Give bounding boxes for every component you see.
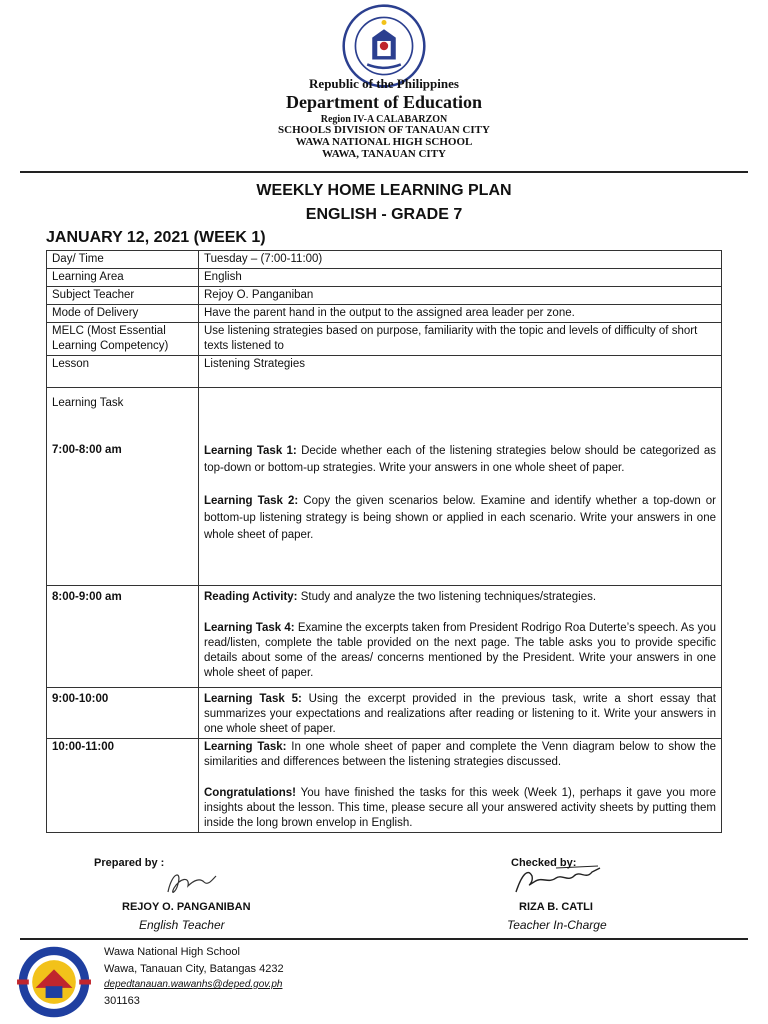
prepared-by-label: Prepared by : <box>94 857 165 869</box>
task-lead: Learning Task 4: <box>204 622 295 634</box>
footer-school-name: Wawa National High School <box>104 946 240 958</box>
row-label: MELC (Most Essential Learning Competency) <box>47 323 199 356</box>
checked-signature <box>512 862 604 898</box>
prepared-signature <box>160 866 220 900</box>
row-label: Mode of Delivery <box>47 305 199 323</box>
table-row <box>47 356 722 388</box>
date-heading: JANUARY 12, 2021 (WEEK 1) <box>46 229 266 246</box>
footer-school-id: 301163 <box>104 995 140 1007</box>
header-divider <box>20 171 748 173</box>
time-slot: 9:00-10:00 <box>47 688 199 739</box>
task-text: Examine the excerpts taken from President Rodrigo Roa Duterte’s speech. As you read/listen, complete the table provided on the next page. The table asks you to provide specific details about some of the areas/ concerns mentioned by the President. Write your answers in one whole sheet of paper. <box>204 622 716 679</box>
table-row <box>47 388 722 586</box>
table-row <box>47 323 722 356</box>
plan-title: WEEKLY HOME LEARNING PLAN <box>256 182 512 199</box>
time-slot: 10:00-11:00 <box>47 739 199 833</box>
task-lead: Congratulations! <box>204 787 296 799</box>
task-paragraph <box>204 740 716 770</box>
subject-title: ENGLISH - GRADE 7 <box>305 206 463 223</box>
prepared-role: English Teacher <box>139 918 225 932</box>
department-heading: Department of Education <box>286 92 482 112</box>
footer-email-link[interactable]: depedtanauan.wawanhs@deped.gov.ph <box>104 979 283 990</box>
row-label: Learning Area <box>47 269 199 287</box>
checked-name: RIZA B. CATLI <box>519 901 593 913</box>
footer-address: Wawa, Tanauan City, Batangas 4232 <box>104 963 284 975</box>
task-text: You have finished the tasks for this week (Week 1), perhaps it gave you more insights about the lesson. This time, please secure all your answered activity sheets by putting them inside the long brown envelop in English. <box>204 787 716 829</box>
task-lead: Learning Task 5: <box>204 693 302 705</box>
table-row <box>47 586 722 688</box>
task-text: In one whole sheet of paper and complete the Venn diagram below to show the similarities and differences between the listening strategies discussed. <box>204 741 716 768</box>
checked-role: Teacher In-Charge <box>507 918 607 932</box>
school-heading: WAWA NATIONAL HIGH SCHOOL <box>295 136 473 148</box>
row-label: Lesson <box>47 356 199 388</box>
task-lead: Learning Task: <box>204 741 287 753</box>
table-row <box>47 287 722 305</box>
table-row <box>47 739 722 833</box>
learning-task-label: Learning Task <box>52 397 124 409</box>
learning-plan-table <box>46 250 722 833</box>
task-lead: Reading Activity: <box>204 591 298 603</box>
division-heading: SCHOOLS DIVISION OF TANAUAN CITY <box>278 124 490 136</box>
table-row <box>47 688 722 739</box>
footer-divider <box>20 938 748 940</box>
task-paragraph <box>204 786 716 831</box>
row-value: Tuesday – (7:00-11:00) <box>199 251 722 269</box>
row-value: Listening Strategies <box>199 356 722 388</box>
task-text: Copy the given scenarios below. Examine and identify whether a top-down or bottom-up listening strategy is being shown or applied in each scenario. Write your answers in one whole sheet of paper. <box>204 495 716 541</box>
row-label: Subject Teacher <box>47 287 199 305</box>
table-row <box>47 305 722 323</box>
time-slot: 7:00-8:00 am <box>52 444 122 456</box>
table-row <box>47 251 722 269</box>
task-text: Using the excerpt provided in the previous task, write a short essay that summarizes your expectations and realizations after reading or listening to it. Write your answers in one whole sheet of paper. <box>204 693 716 735</box>
row-label: Day/ Time <box>47 251 199 269</box>
task-text: Study and analyze the two listening techniques/strategies. <box>300 591 597 603</box>
row-value: English <box>199 269 722 287</box>
time-slot: 8:00-9:00 am <box>47 586 199 688</box>
region-heading: Region IV-A CALABARZON <box>320 114 448 125</box>
task-paragraph <box>204 621 716 681</box>
task-lead: Learning Task 1: <box>204 445 297 457</box>
task-paragraph <box>204 443 716 477</box>
school-address-heading: WAWA, TANAUAN CITY <box>322 148 446 160</box>
task-paragraph <box>204 590 716 605</box>
task-paragraph <box>204 692 716 737</box>
school-logo <box>12 944 96 1020</box>
table-row <box>47 269 722 287</box>
row-value: Use listening strategies based on purpose, familiarity with the topic and levels of difficulty of short texts listened to <box>199 323 722 356</box>
checked-by-label: Checked by: <box>511 857 577 869</box>
task-lead: Learning Task 2: <box>204 495 299 507</box>
row-value: Have the parent hand in the output to the assigned area leader per zone. <box>199 305 722 323</box>
task-paragraph <box>204 493 716 544</box>
prepared-name: REJOY O. PANGANIBAN <box>122 901 251 913</box>
task-text: Decide whether each of the listening strategies below should be categorized as top-down or bottom-up strategies. Write your answers in one whole sheet of paper. <box>204 445 716 474</box>
republic-heading: Republic of the Philippines <box>309 76 459 91</box>
row-value: Rejoy O. Panganiban <box>199 287 722 305</box>
